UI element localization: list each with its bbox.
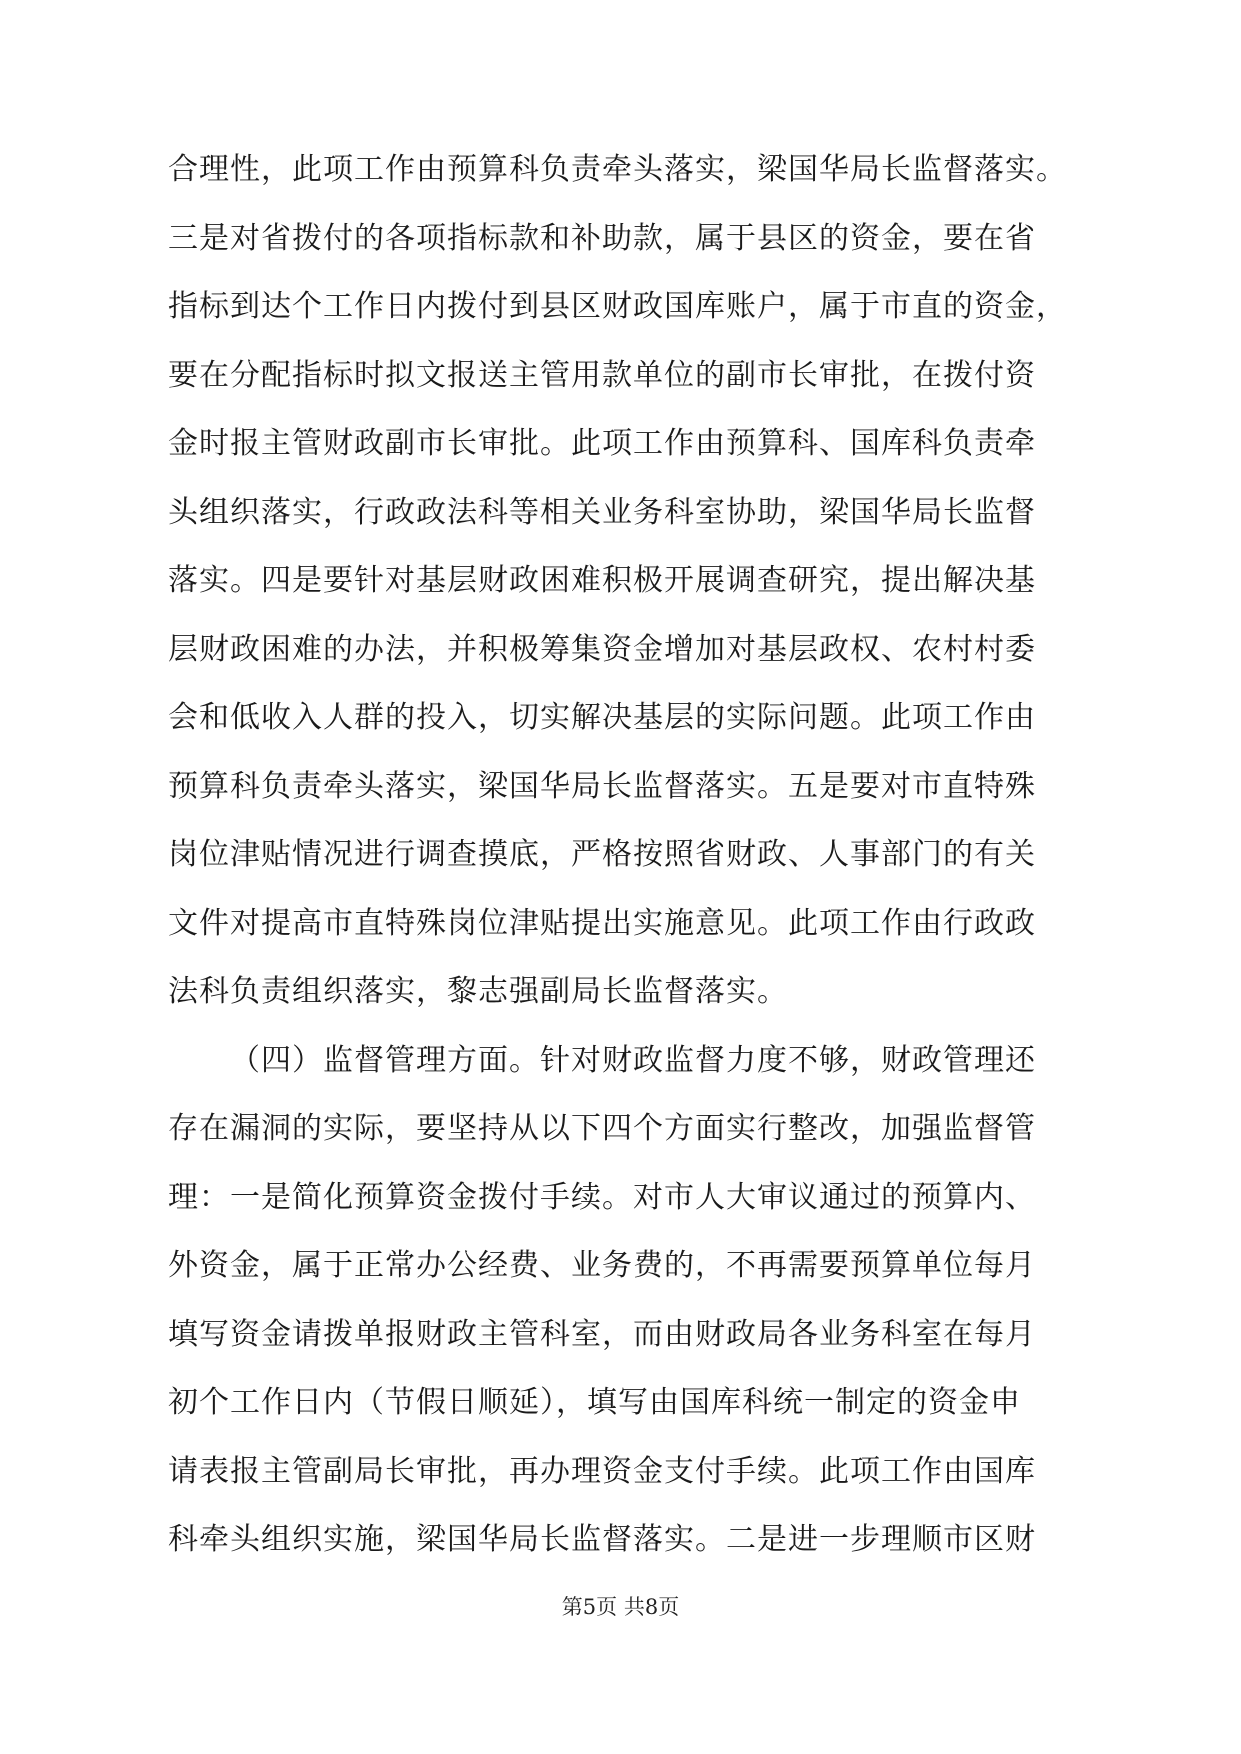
text-line: 文件对提高市直特殊岗位津贴提出实施意见。此项工作由行政政 bbox=[168, 905, 1036, 941]
text-line: 填写资金请拨单报财政主管科室，而由财政局各业务科室在每月 bbox=[168, 1316, 1036, 1352]
text-line: 要在分配指标时拟文报送主管用款单位的副市长审批，在拨付资 bbox=[168, 357, 1036, 393]
paragraph-heading-line: （四）监督管理方面。针对财政监督力度不够，财政管理还 bbox=[230, 1042, 1036, 1078]
text-line: 请表报主管副局长审批，再办理资金支付手续。此项工作由国库 bbox=[168, 1453, 1036, 1489]
text-line: 三是对省拨付的各项指标款和补助款，属于县区的资金，要在省 bbox=[168, 220, 1036, 256]
text-line: 预算科负责牵头落实，梁国华局长监督落实。五是要对市直特殊 bbox=[168, 768, 1036, 804]
text-line: 会和低收入人群的投入，切实解决基层的实际问题。此项工作由 bbox=[168, 700, 1036, 735]
text-line: 理：一是简化预算资金拨付手续。对市人大审议通过的预算内、 bbox=[168, 1179, 1036, 1215]
text-line: 指标到达个工作日内拨付到县区财政国库账户，属于市直的资金， bbox=[168, 289, 1067, 324]
text-line: 岗位津贴情况进行调查摸底，严格按照省财政、人事部门的有关 bbox=[168, 837, 1036, 872]
text-line: 科牵头组织实施，梁国华局长监督落实。二是进一步理顺市区财 bbox=[168, 1522, 1036, 1557]
text-line: 落实。四是要针对基层财政困难积极开展调查研究，提出解决基 bbox=[168, 563, 1036, 598]
text-line: 合理性，此项工作由预算科负责牵头落实，梁国华局长监督落实。 bbox=[168, 152, 1067, 187]
text-line: 法科负责组织落实，黎志强副局长监督落实。 bbox=[168, 974, 788, 1009]
text-line: 头组织落实，行政政法科等相关业务科室协助，梁国华局长监督 bbox=[168, 494, 1036, 530]
text-line: 外资金，属于正常办公经费、业务费的，不再需要预算单位每月 bbox=[168, 1248, 1036, 1283]
text-line: 初个工作日内（节假日顺延），填写由国库科统一制定的资金申 bbox=[168, 1385, 1021, 1420]
text-line: 层财政困难的办法，并积极筹集资金增加对基层政权、农村村委 bbox=[168, 631, 1036, 667]
page-number-footer: 第5页 共8页 bbox=[561, 1595, 680, 1619]
text-line: 存在漏洞的实际，要坚持从以下四个方面实行整改，加强监督管 bbox=[168, 1111, 1036, 1146]
text-line: 金时报主管财政副市长审批。此项工作由预算科、国库科负责牵 bbox=[168, 426, 1036, 461]
